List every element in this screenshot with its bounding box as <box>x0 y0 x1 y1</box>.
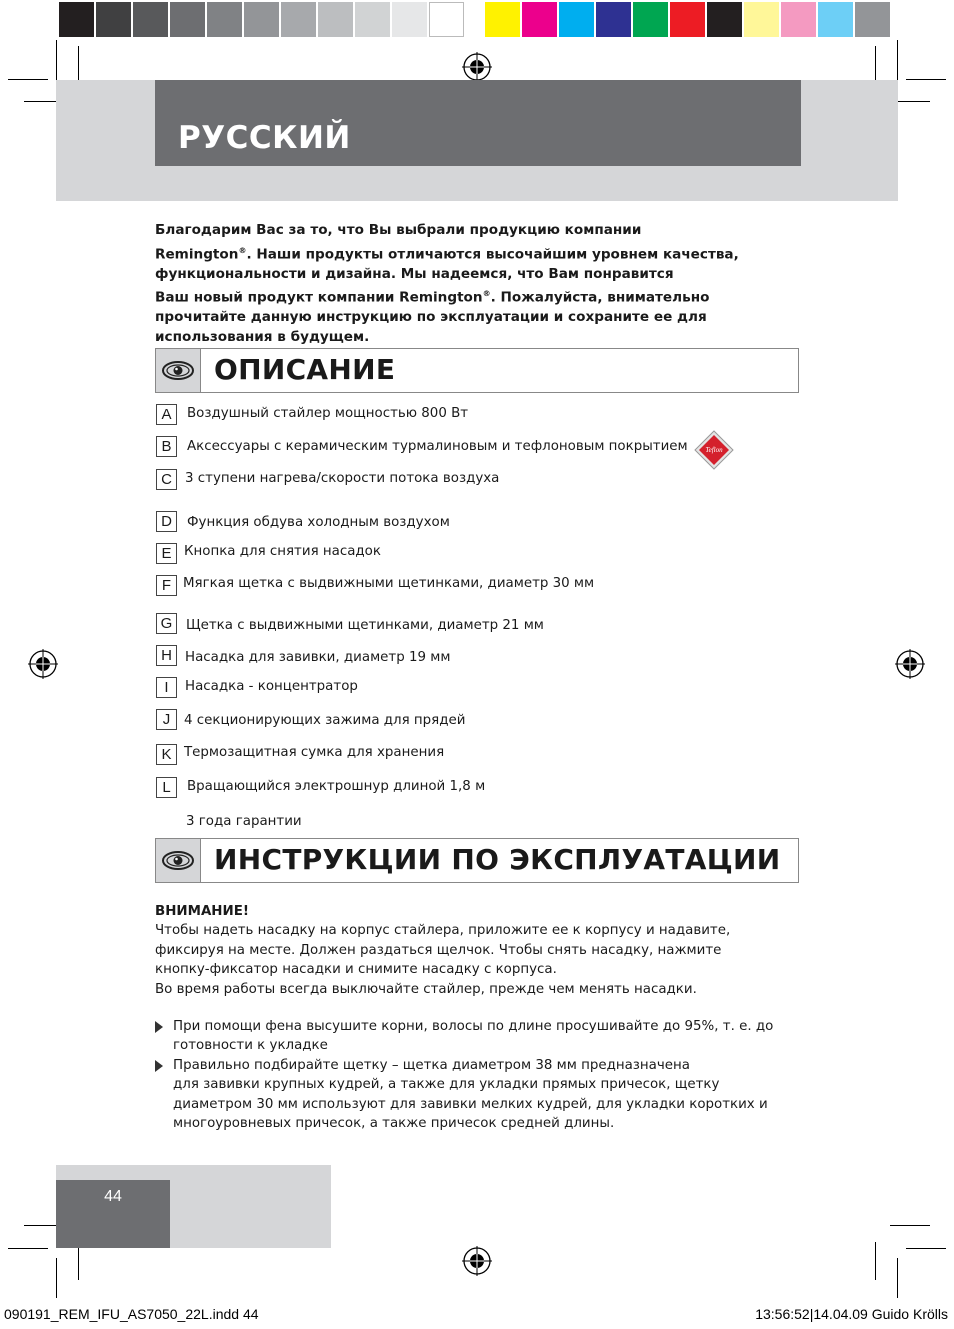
triangle-bullet-icon <box>155 1021 163 1033</box>
eye-icon <box>156 349 200 392</box>
gray-swatch <box>59 2 94 37</box>
intro-paragraph <box>155 221 795 348</box>
instruction-bullet: При помощи фена высушите корни, волосы по длине просушивайте до 95%, т. е. до готовности к укладке <box>155 1017 795 1056</box>
intro-line: Ваш новый продукт компании Remington®. Пожалуйста, внимательно <box>155 289 710 306</box>
part-description: Насадка для завивки, диаметр 19 мм <box>185 650 451 665</box>
part-description: Вращающийся электрошнур длиной 1,8 м <box>187 779 486 794</box>
intro-line: Благодарим Вас за то, что Вы выбрали продукцию компании <box>155 222 642 238</box>
gray-swatch <box>429 2 464 37</box>
slug-timestamp: 13:56:52|14.04.09 Guido Krölls <box>755 1306 948 1322</box>
part-letter: J <box>156 709 177 730</box>
gray-swatch <box>392 2 427 37</box>
eye-icon <box>156 839 200 882</box>
warning-line: кнопку-фиксатор насадки и снимите насадку с корпуса. <box>155 962 557 978</box>
part-description: Мягкая щетка с выдвижными щетинками, диаметр 30 мм <box>183 576 595 591</box>
slug-filename: 090191_REM_IFU_AS7050_22L.indd 44 <box>4 1306 259 1322</box>
part-letter: G <box>156 613 177 634</box>
instruction-bullet: Правильно подбирайте щетку – щетка диаметром 38 мм предназначена для завивки крупных кудрей, а также для укладки прямых причесок, щетку диаметром 30 мм используют для завивки мелких кудрей, для укладки коротких и многоуровневых причесок, а также причесок средней длины. <box>155 1056 795 1134</box>
part-letter: F <box>156 575 177 596</box>
part-letter: B <box>156 436 177 457</box>
part-description: Воздушный стайлер мощностью 800 Вт <box>187 406 469 421</box>
process-swatch <box>744 2 779 37</box>
part-letter: C <box>156 469 177 490</box>
part-letter: E <box>156 543 177 564</box>
process-swatch <box>522 2 557 37</box>
gray-swatch <box>281 2 316 37</box>
part-letter: I <box>156 677 177 698</box>
registration-mark-bottom <box>462 1246 492 1276</box>
svg-text:Teflon: Teflon <box>705 446 723 454</box>
warning-line: фиксируя на месте. Должен раздаться щелчок. Чтобы снять насадку, нажмите <box>155 942 722 958</box>
registered-mark: ® <box>482 289 491 299</box>
part-description: 3 ступени нагрева/скорости потока воздуха <box>185 471 500 486</box>
page-title: РУССКИЙ <box>178 120 351 156</box>
description-title: ОПИСАНИЕ <box>214 353 396 386</box>
process-swatch <box>707 2 742 37</box>
gray-swatch <box>355 2 390 37</box>
part-letter: L <box>156 777 177 798</box>
process-swatch <box>781 2 816 37</box>
part-description: 4 секционирующих зажима для прядей <box>184 713 466 728</box>
part-description: Насадка - концентратор <box>185 679 358 694</box>
process-swatch <box>670 2 705 37</box>
process-swatch <box>633 2 668 37</box>
gray-swatch <box>318 2 353 37</box>
part-description: Аксессуары с керамическим турмалиновым и тефлоновым покрытием <box>187 439 688 454</box>
teflon-logo-icon <box>694 430 734 470</box>
part-letter: H <box>156 645 177 666</box>
part-letter: A <box>156 404 177 425</box>
registration-mark-top <box>462 52 492 82</box>
warning-heading: ВНИМАНИЕ! <box>155 904 249 919</box>
warning-note <box>155 902 795 999</box>
intro-line: Remington®. Наши продукты отличаются высочайшим уровнем качества, <box>155 245 739 263</box>
registration-mark-right <box>895 649 925 679</box>
gray-swatch <box>96 2 131 37</box>
gray-swatch <box>207 2 242 37</box>
warning-line: Чтобы надеть насадку на корпус стайлера, приложите ее к корпусу и надавите, <box>155 923 731 939</box>
instructions-section-header <box>155 838 799 883</box>
instructions-title: ИНСТРУКЦИИ ПО ЭКСПЛУАТАЦИИ <box>214 843 781 876</box>
part-letter: D <box>156 511 177 532</box>
intro-line: прочитайте данную инструкцию по эксплуатации и сохраните ее для <box>155 309 707 326</box>
gray-swatch <box>170 2 205 37</box>
registered-mark: ® <box>238 245 247 255</box>
process-swatch <box>855 2 890 37</box>
warranty-note: 3 года гарантии <box>186 814 302 829</box>
process-swatch <box>559 2 594 37</box>
part-description: Термозащитная сумка для хранения <box>184 745 445 760</box>
gray-swatch <box>244 2 279 37</box>
intro-line: использования в будущем. <box>155 329 370 346</box>
part-letter: K <box>156 744 177 765</box>
part-description: Функция обдува холодным воздухом <box>187 515 450 530</box>
process-swatch <box>818 2 853 37</box>
warning-line: Во время работы всегда выключайте стайлер, прежде чем менять насадки. <box>155 981 697 997</box>
intro-line: функциональности и дизайна. Мы надеемся, что Вам понравится <box>155 265 674 282</box>
registration-mark-left <box>28 649 58 679</box>
process-swatch <box>596 2 631 37</box>
description-section-header <box>155 348 799 393</box>
triangle-bullet-icon <box>155 1060 163 1072</box>
page-number: 44 <box>104 1188 122 1205</box>
gray-swatch <box>133 2 168 37</box>
process-swatch <box>485 2 520 37</box>
part-description: Кнопка для снятия насадок <box>184 544 381 559</box>
part-description: Щетка с выдвижными щетинками, диаметр 21 мм <box>186 618 544 633</box>
